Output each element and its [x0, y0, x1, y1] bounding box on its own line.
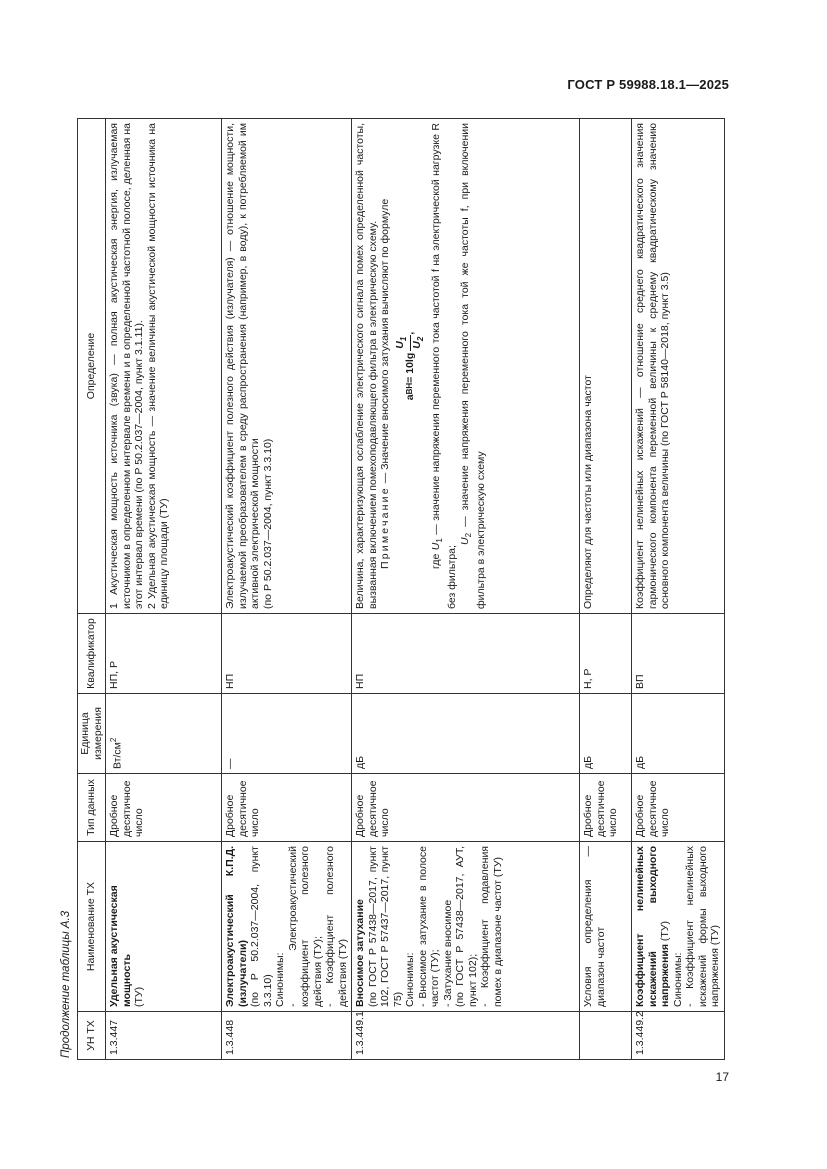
- definition-line: (по Р 50.2.037—2004, пункт 3.3.10): [261, 438, 274, 609]
- row-name-title: Вносимое затухание: [354, 899, 366, 1007]
- unit-base: дБ: [582, 755, 594, 769]
- row-name: [632, 842, 725, 1012]
- header-cell-id: УН ТХ: [78, 1012, 106, 1060]
- formula-denominator: [411, 335, 428, 351]
- row-name-line: - Коэффициент нелинейных искажений формы выходного напряжения (ТУ): [684, 846, 721, 1007]
- table-header-row: [78, 119, 106, 1060]
- document-code: ГОСТ Р 59988.18.1—2025: [567, 77, 729, 92]
- table-row: [632, 119, 725, 1060]
- row-qualifier: НП: [222, 614, 352, 694]
- rotated-table-area: [57, 119, 721, 1060]
- where-u2-subscript: 2: [463, 532, 473, 538]
- row-name-line: (по ГОСТ Р 57438—2017, АУТ, пункт 102);: [454, 846, 479, 1007]
- where-prefix: где: [429, 550, 442, 569]
- numerator-subscript: 1: [398, 336, 408, 342]
- row-definition: [352, 119, 580, 614]
- where-u2-text: — значение напряжения переменного тока той же частоты f, при включении фильтра в электрическую схему: [458, 123, 488, 609]
- row-name-line: - Коэффициент полезного действия (ТУ): [324, 846, 349, 1007]
- row-data-type: Дробное десятичное число: [352, 774, 580, 842]
- row-name: [222, 842, 352, 1012]
- denominator-subscript: 2: [416, 336, 426, 342]
- header-cell-unit: Единица измерения: [78, 694, 106, 774]
- definition-line: 1 Акустическая мощность источника (звука) — полная акустическая энергия, излучаемая источником в определенном интервале времени и в определенной частотной полосе, деленная на этот интервал времени (по Р 50.2.037—2004, пункт 3.1.11).: [108, 123, 145, 609]
- row-unit: [222, 694, 352, 774]
- row-name: Условия определения — диапазон частот: [580, 842, 632, 1012]
- row-definition: [106, 119, 222, 614]
- numerator-var: U: [393, 341, 406, 349]
- where-u2-var: U: [458, 537, 471, 545]
- row-id: 1.3.449.1: [352, 1012, 580, 1060]
- table-row: [222, 119, 352, 1060]
- row-id: 1.3.447: [106, 1012, 222, 1060]
- formula-where-u1: [430, 123, 459, 609]
- row-data-type: Дробное десятичное число: [632, 774, 725, 842]
- row-name-line: Синонимы:: [274, 952, 286, 1007]
- row-qualifier: Н, Р: [580, 614, 632, 694]
- unit-superscript: 2: [109, 737, 118, 743]
- table-row: [352, 119, 580, 1060]
- row-unit: [106, 694, 222, 774]
- formula-left-subscript: ВН: [405, 382, 415, 395]
- row-unit: [632, 694, 725, 774]
- row-name: [352, 842, 580, 1012]
- denominator-var: U: [411, 341, 424, 349]
- table-continuation-label: Продолжение таблицы А.3: [60, 910, 72, 1058]
- formula-fraction: [394, 335, 428, 351]
- row-data-type: Дробное десятичное число: [580, 774, 632, 842]
- row-name-line: - Вносимое затухание в полосе частот (ТУ);: [416, 846, 441, 1007]
- definition-main: Величина, характеризующая ослабление электрического сигнала помех определенной частоты, вызванная включением помехоподавляющего фильтра в электрическую схему.: [354, 123, 379, 609]
- row-name-line: Синонимы:: [404, 952, 416, 1007]
- row-qualifier: ВП: [632, 614, 725, 694]
- header-cell-definition: Определение: [78, 119, 106, 614]
- definition-line: Коэффициент нелинейных искажений — отношение среднего квадратического значения гармонического компонента переменной величины к среднему квадратическому значению основного компонента величины (по ГОСТ Р 58140—2018, пункт 3.5): [634, 123, 671, 609]
- row-name-line: - Коэффициент подавления помех в диапазоне частот (ТУ): [479, 846, 504, 1007]
- row-unit: [580, 694, 632, 774]
- definition-line: 2 Удельная акустическая мощность — значение величины акустической мощности источника на единицу площади (ТУ): [145, 123, 170, 609]
- row-qualifier: НП, Р: [106, 614, 222, 694]
- definition-line: Определяют для частоты или диапазона частот: [582, 375, 594, 609]
- characteristics-table: [77, 118, 725, 1060]
- row-definition: [632, 119, 725, 614]
- note-label: Примечание: [379, 486, 391, 569]
- header-cell-name: Наименование ТХ: [78, 842, 106, 1012]
- row-name-title: Коэффициент нелинейных искажений выходного напряжения: [634, 846, 671, 1007]
- formula-where-u2: [459, 123, 488, 609]
- table-row: [106, 119, 222, 1060]
- attenuation-formula: a ВН = 10lg $U_1$ $U_2$ ,: [392, 123, 430, 609]
- definition-line: Электроакустический коэффициент полезного действия (излучателя) — отношение мощности, излучаемой преобразователем в среду распространения (например, в воду), к потребляемой им активной электрической мощности: [224, 123, 261, 609]
- row-name-line: (по Р 50.2.037—2004, пункт 3.3.10): [249, 846, 274, 1007]
- page-number: 17: [715, 1070, 729, 1084]
- definition-note: [379, 123, 392, 609]
- where-u1-var: U: [429, 542, 442, 551]
- table-row: [580, 119, 632, 1060]
- row-data-type: Дробное десятичное число: [222, 774, 352, 842]
- row-name-line: (по ГОСТ Р 57438—2017, пункт 102, ГОСТ Р 57437—2017, пункт 75): [366, 846, 404, 1007]
- row-data-type: Дробное десятичное число: [106, 774, 222, 842]
- formula-left: a: [404, 394, 417, 401]
- unit-base: дБ: [634, 755, 646, 769]
- unit-base: —: [224, 758, 236, 769]
- row-name-line: (ТУ): [133, 986, 145, 1007]
- row-name-line: - Затухание вносимое: [441, 899, 454, 1007]
- row-name: [106, 842, 222, 1012]
- row-definition: [222, 119, 352, 614]
- row-id: 1.3.448: [222, 1012, 352, 1060]
- where-u1-text: — значение напряжения переменного тока частотой f на электрической нагрузке R без фильтра;: [429, 123, 459, 609]
- row-name-line: - Электроакустический коэффициент полезного действия (ТУ);: [286, 846, 324, 1007]
- row-name-title: Удельная акустическая мощность: [108, 885, 133, 1007]
- row-id: [580, 1012, 632, 1060]
- where-u1-subscript: 1: [434, 538, 444, 543]
- row-id: 1.3.449.2: [632, 1012, 725, 1060]
- formula-mid: = 10lg: [404, 352, 417, 383]
- row-definition: [580, 119, 632, 614]
- row-name-line: (ТУ): [659, 921, 671, 942]
- formula-numerator: [394, 335, 412, 351]
- header-cell-qualifier: Квалификатор: [78, 614, 106, 694]
- note-text: — Значение вносимого затухания вычисляют по формуле: [379, 198, 391, 487]
- row-qualifier: НП: [352, 614, 580, 694]
- header-cell-data-type: Тип данных: [78, 774, 106, 842]
- unit-base: дБ: [354, 755, 366, 769]
- row-name-title: Электроакустический К.П.Д. (излучатели): [224, 846, 249, 1007]
- row-unit: [352, 694, 580, 774]
- row-name-line: Синонимы:: [671, 952, 684, 1007]
- unit-base: Вт/см: [111, 742, 124, 769]
